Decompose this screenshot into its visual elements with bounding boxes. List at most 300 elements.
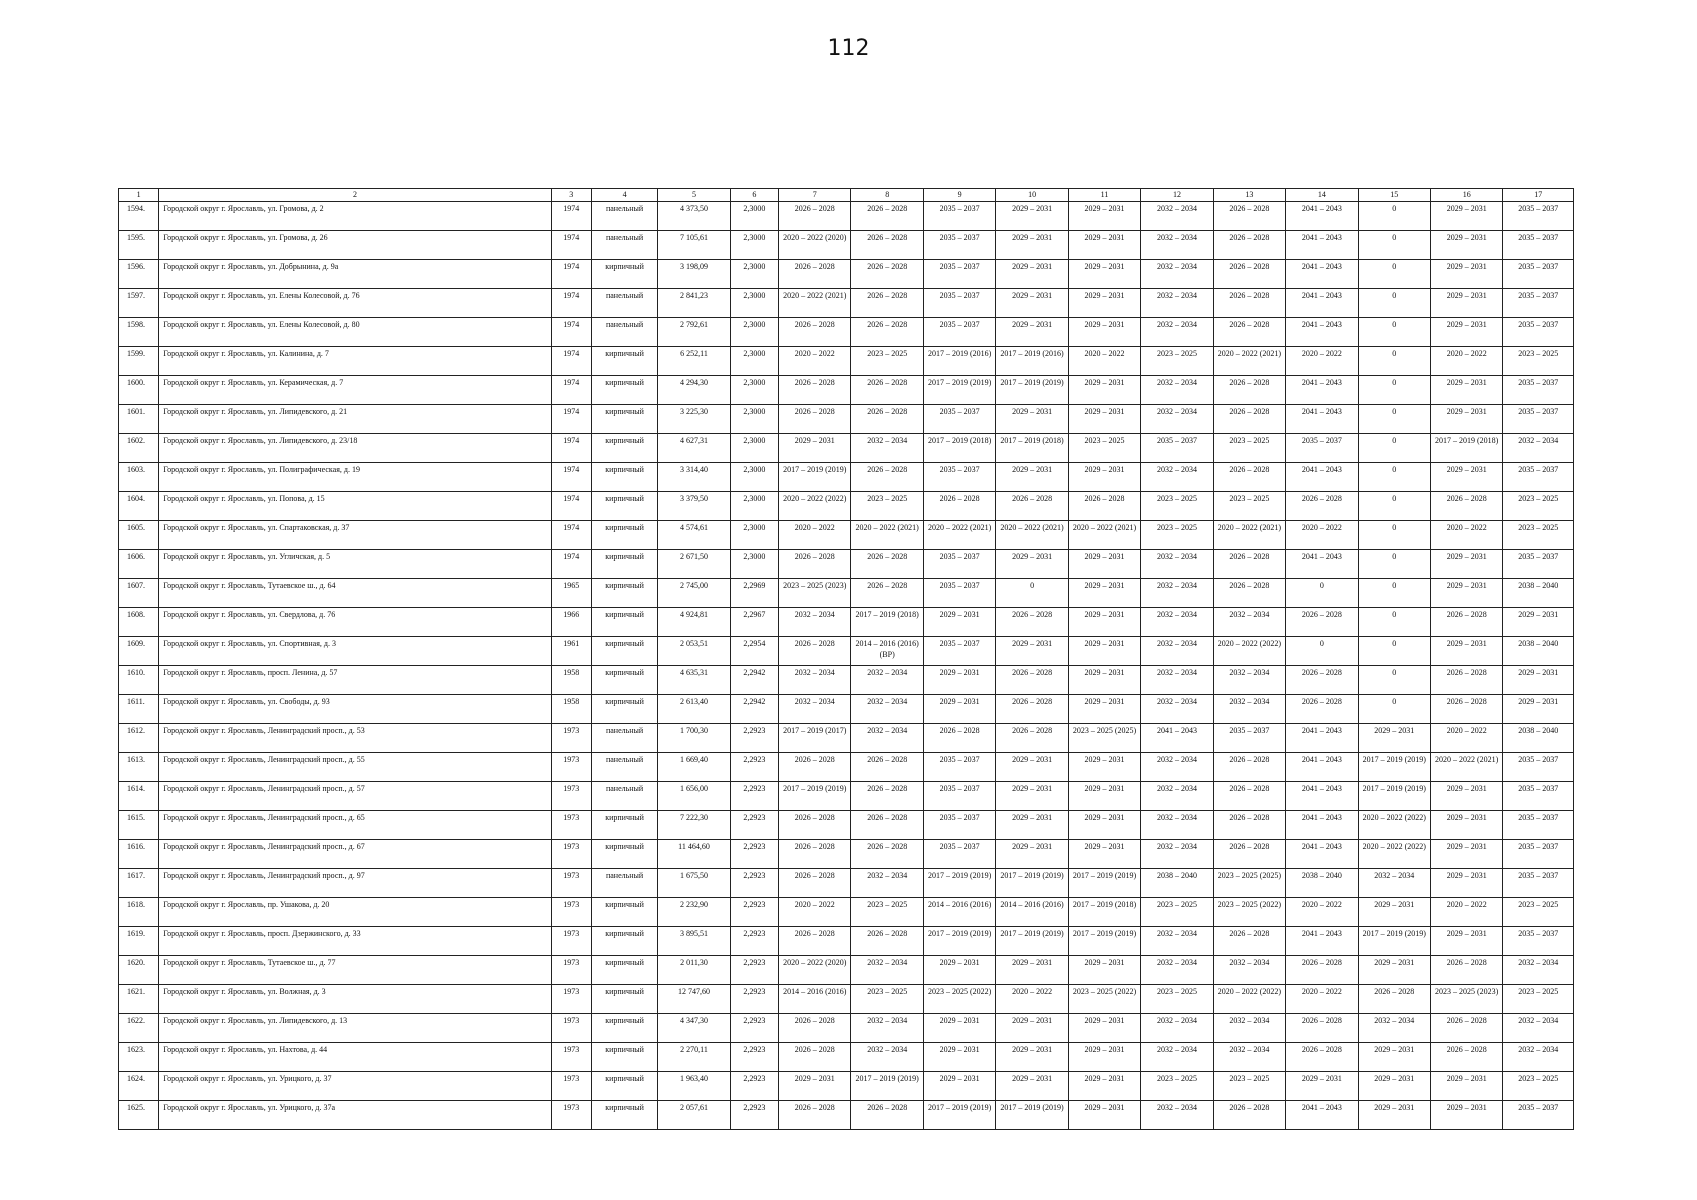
column-number-header: 2	[159, 189, 551, 202]
table-cell: 2029 – 2031	[923, 666, 995, 695]
table-cell: кирпичный	[591, 1043, 657, 1072]
table-cell: 2032 – 2034	[779, 666, 851, 695]
table-cell: кирпичный	[591, 347, 657, 376]
table-cell: 2 270,11	[658, 1043, 730, 1072]
table-cell: 1974	[551, 318, 591, 347]
table-cell: 2,3000	[730, 463, 778, 492]
table-cell: 2026 – 2028	[996, 666, 1068, 695]
table-cell: 2032 – 2034	[1358, 869, 1430, 898]
table-cell: 3 314,40	[658, 463, 730, 492]
table-cell: панельный	[591, 782, 657, 811]
table-cell: 2029 – 2031	[1358, 724, 1430, 753]
table-cell: 2029 – 2031	[996, 463, 1068, 492]
table-cell: 2026 – 2028	[779, 202, 851, 231]
table-cell: 2032 – 2034	[1213, 1014, 1285, 1043]
table-cell: 2035 – 2037	[923, 289, 995, 318]
table-cell: 2032 – 2034	[1141, 231, 1213, 260]
table-cell: 2023 – 2025 (2025)	[1213, 869, 1285, 898]
table-cell: 0	[1358, 434, 1430, 463]
table-cell: 2026 – 2028	[1286, 956, 1358, 985]
table-cell: 2,2923	[730, 927, 778, 956]
table-cell: 2035 – 2037	[923, 318, 995, 347]
table-cell: 2029 – 2031	[779, 434, 851, 463]
table-cell: 2041 – 2043	[1286, 405, 1358, 434]
table-cell: 2029 – 2031	[1503, 695, 1574, 724]
table-cell: 2029 – 2031	[1430, 231, 1502, 260]
table-cell: 0	[1358, 492, 1430, 521]
table-cell: 2026 – 2028	[1213, 782, 1285, 811]
table-cell: 0	[1358, 550, 1430, 579]
row-number-cell: 1615.	[119, 811, 159, 840]
table-row	[119, 231, 1574, 260]
address-cell: Городской округ г. Ярославль, ул. Липидевского, д. 21	[159, 405, 551, 434]
table-cell: 2029 – 2031	[1068, 956, 1140, 985]
table-cell: 2,3000	[730, 231, 778, 260]
table-cell: 1973	[551, 840, 591, 869]
table-row	[119, 405, 1574, 434]
table-cell: 2032 – 2034	[851, 1014, 923, 1043]
table-cell: 2029 – 2031	[1068, 840, 1140, 869]
table-cell: 1973	[551, 956, 591, 985]
row-number-cell: 1603.	[119, 463, 159, 492]
table-cell: 2041 – 2043	[1286, 1101, 1358, 1130]
address-cell: Городской округ г. Ярославль, ул. Елены Колесовой, д. 76	[159, 289, 551, 318]
table-cell: 2026 – 2028	[779, 1014, 851, 1043]
table-cell: 2029 – 2031	[1430, 637, 1502, 666]
table-cell: 1973	[551, 753, 591, 782]
table-row	[119, 347, 1574, 376]
table-row	[119, 985, 1574, 1014]
row-number-cell: 1620.	[119, 956, 159, 985]
table-cell: 4 924,81	[658, 608, 730, 637]
table-cell: 2020 – 2022	[1430, 898, 1502, 927]
table-cell: 2020 – 2022	[1430, 724, 1502, 753]
table-cell: 2032 – 2034	[1213, 608, 1285, 637]
table-cell: 2 792,61	[658, 318, 730, 347]
row-number-cell: 1607.	[119, 579, 159, 608]
table-cell: 2029 – 2031	[1430, 318, 1502, 347]
table-cell: 2032 – 2034	[1141, 1043, 1213, 1072]
table-cell: 2038 – 2040	[1503, 637, 1574, 666]
table-cell: 2023 – 2025 (2022)	[923, 985, 995, 1014]
table-cell: 2029 – 2031	[923, 956, 995, 985]
table-cell: 2017 – 2019 (2019)	[996, 1101, 1068, 1130]
table-cell: кирпичный	[591, 637, 657, 666]
table-cell: 2017 – 2019 (2019)	[996, 927, 1068, 956]
table-cell: 0	[1286, 579, 1358, 608]
table-cell: 2032 – 2034	[1141, 782, 1213, 811]
table-cell: 0	[1358, 289, 1430, 318]
table-cell: 2023 – 2025	[1141, 985, 1213, 1014]
table-cell: 1974	[551, 463, 591, 492]
table-cell: 2026 – 2028	[851, 463, 923, 492]
table-cell: 2023 – 2025 (2022)	[1213, 898, 1285, 927]
table-cell: 2026 – 2028	[779, 637, 851, 666]
table-row	[119, 666, 1574, 695]
table-cell: 2023 – 2025	[1503, 521, 1574, 550]
table-cell: 2020 – 2022 (2021)	[1068, 521, 1140, 550]
table-cell: 2029 – 2031	[996, 782, 1068, 811]
table-cell: 2035 – 2037	[1213, 724, 1285, 753]
table-row	[119, 463, 1574, 492]
table-cell: 2035 – 2037	[1503, 1101, 1574, 1130]
table-cell: 0	[1358, 231, 1430, 260]
address-cell: Городской округ г. Ярославль, просп. Дзержинского, д. 33	[159, 927, 551, 956]
table-cell: 2035 – 2037	[1503, 782, 1574, 811]
table-cell: 2029 – 2031	[1068, 782, 1140, 811]
table-cell: 2017 – 2019 (2016)	[996, 347, 1068, 376]
table-cell: 2032 – 2034	[1141, 376, 1213, 405]
table-cell: 2023 – 2025 (2023)	[1430, 985, 1502, 1014]
table-cell: панельный	[591, 724, 657, 753]
table-cell: 0	[1358, 579, 1430, 608]
table-cell: 2 613,40	[658, 695, 730, 724]
table-cell: кирпичный	[591, 898, 657, 927]
table-cell: 2023 – 2025	[1503, 985, 1574, 1014]
table-cell: 2020 – 2022 (2021)	[1430, 753, 1502, 782]
table-cell: 2026 – 2028	[779, 753, 851, 782]
table-cell: 2029 – 2031	[1068, 289, 1140, 318]
table-cell: 2020 – 2022 (2022)	[1213, 985, 1285, 1014]
table-cell: 0	[1358, 347, 1430, 376]
table-cell: 2029 – 2031	[996, 840, 1068, 869]
table-cell: 2029 – 2031	[996, 1014, 1068, 1043]
table-cell: 2029 – 2031	[996, 231, 1068, 260]
address-cell: Городской округ г. Ярославль, ул. Громова, д. 26	[159, 231, 551, 260]
table-cell: 2020 – 2022	[1430, 347, 1502, 376]
table-cell: 4 635,31	[658, 666, 730, 695]
row-number-cell: 1616.	[119, 840, 159, 869]
table-cell: 2029 – 2031	[923, 1014, 995, 1043]
table-cell: 2035 – 2037	[1503, 231, 1574, 260]
table-cell: 2017 – 2019 (2019)	[923, 1101, 995, 1130]
table-cell: 2026 – 2028	[996, 608, 1068, 637]
table-cell: 2017 – 2019 (2019)	[851, 1072, 923, 1101]
table-cell: 2032 – 2034	[1141, 260, 1213, 289]
table-cell: 2026 – 2028	[779, 376, 851, 405]
row-number-cell: 1595.	[119, 231, 159, 260]
address-cell: Городской округ г. Ярославль, ул. Угличская, д. 5	[159, 550, 551, 579]
table-cell: 1974	[551, 550, 591, 579]
table-cell: кирпичный	[591, 463, 657, 492]
address-cell: Городской округ г. Ярославль, ул. Громова, д. 2	[159, 202, 551, 231]
table-cell: 2023 – 2025	[1141, 521, 1213, 550]
table-cell: 2029 – 2031	[1068, 260, 1140, 289]
table-cell: 2017 – 2019 (2019)	[1358, 753, 1430, 782]
table-cell: 2026 – 2028	[851, 1101, 923, 1130]
table-cell: 1973	[551, 1014, 591, 1043]
table-cell: 2029 – 2031	[1286, 1072, 1358, 1101]
table-cell: 2032 – 2034	[1141, 579, 1213, 608]
table-cell: 6 252,11	[658, 347, 730, 376]
column-number-header: 5	[658, 189, 730, 202]
table-cell: 2026 – 2028	[1213, 405, 1285, 434]
table-cell: кирпичный	[591, 956, 657, 985]
table-cell: 2035 – 2037	[923, 637, 995, 666]
table-cell: 0	[1358, 695, 1430, 724]
table-cell: 2032 – 2034	[1141, 811, 1213, 840]
table-cell: 2017 – 2019 (2019)	[779, 463, 851, 492]
column-number-header: 11	[1068, 189, 1140, 202]
table-cell: 2023 – 2025	[1503, 347, 1574, 376]
table-cell: 2023 – 2025	[1503, 1072, 1574, 1101]
table-cell: 2020 – 2022 (2021)	[1213, 521, 1285, 550]
table-cell: 4 627,31	[658, 434, 730, 463]
table-cell: 2035 – 2037	[1286, 434, 1358, 463]
table-cell: 2026 – 2028	[851, 840, 923, 869]
table-cell: 2026 – 2028	[1213, 376, 1285, 405]
table-cell: 2032 – 2034	[1141, 840, 1213, 869]
table-cell: 2029 – 2031	[1430, 202, 1502, 231]
table-cell: 1974	[551, 376, 591, 405]
table-cell: 2032 – 2034	[851, 695, 923, 724]
table-cell: 2026 – 2028	[779, 550, 851, 579]
table-cell: 2026 – 2028	[779, 840, 851, 869]
table-cell: 2032 – 2034	[1503, 1014, 1574, 1043]
table-cell: 2029 – 2031	[1068, 202, 1140, 231]
table-cell: 1974	[551, 434, 591, 463]
table-cell: 2017 – 2019 (2019)	[1358, 927, 1430, 956]
table-cell: 2023 – 2025	[1503, 898, 1574, 927]
table-cell: 0	[1358, 521, 1430, 550]
table-cell: 2029 – 2031	[923, 1072, 995, 1101]
table-cell: 2029 – 2031	[1430, 869, 1502, 898]
row-number-cell: 1596.	[119, 260, 159, 289]
table-cell: 2029 – 2031	[1358, 1043, 1430, 1072]
table-cell: 2020 – 2022 (2021)	[923, 521, 995, 550]
table-cell: 2023 – 2025	[1213, 1072, 1285, 1101]
table-cell: 1958	[551, 695, 591, 724]
table-cell: 2023 – 2025	[1141, 898, 1213, 927]
table-cell: 1 700,30	[658, 724, 730, 753]
table-cell: 2041 – 2043	[1286, 811, 1358, 840]
table-cell: 1973	[551, 898, 591, 927]
column-number-header: 14	[1286, 189, 1358, 202]
row-number-cell: 1621.	[119, 985, 159, 1014]
table-cell: 2026 – 2028	[1286, 1043, 1358, 1072]
address-cell: Городской округ г. Ярославль, ул. Попова, д. 15	[159, 492, 551, 521]
table-cell: 2026 – 2028	[851, 376, 923, 405]
column-number-header: 10	[996, 189, 1068, 202]
table-cell: 4 373,50	[658, 202, 730, 231]
table-cell: 2026 – 2028	[1286, 608, 1358, 637]
table-cell: 2,2923	[730, 898, 778, 927]
table-cell: 1 963,40	[658, 1072, 730, 1101]
table-cell: 2026 – 2028	[851, 405, 923, 434]
table-cell: 2026 – 2028	[851, 753, 923, 782]
table-row	[119, 434, 1574, 463]
table-cell: 1973	[551, 724, 591, 753]
row-number-cell: 1610.	[119, 666, 159, 695]
table-cell: 2026 – 2028	[779, 260, 851, 289]
row-number-cell: 1605.	[119, 521, 159, 550]
table-cell: 1 656,00	[658, 782, 730, 811]
table-cell: 2026 – 2028	[851, 927, 923, 956]
table-cell: 2023 – 2025	[851, 347, 923, 376]
table-cell: 2029 – 2031	[1068, 1043, 1140, 1072]
table-cell: 2029 – 2031	[996, 753, 1068, 782]
table-cell: 2029 – 2031	[1068, 318, 1140, 347]
table-cell: 2,2923	[730, 1043, 778, 1072]
table-cell: 0	[1358, 318, 1430, 347]
table-cell: 2035 – 2037	[923, 231, 995, 260]
address-cell: Городской округ г. Ярославль, Тутаевское ш., д. 64	[159, 579, 551, 608]
row-number-cell: 1599.	[119, 347, 159, 376]
table-cell: кирпичный	[591, 927, 657, 956]
table-cell: 2029 – 2031	[1068, 637, 1140, 666]
table-cell: 2026 – 2028	[1068, 492, 1140, 521]
table-cell: кирпичный	[591, 579, 657, 608]
table-cell: 0	[1358, 637, 1430, 666]
table-cell: 2,2923	[730, 985, 778, 1014]
table-row	[119, 376, 1574, 405]
table-cell: 2026 – 2028	[779, 869, 851, 898]
table-cell: 2041 – 2043	[1286, 318, 1358, 347]
table-cell: 2026 – 2028	[1430, 608, 1502, 637]
table-cell: 2023 – 2025	[1141, 1072, 1213, 1101]
table-cell: 2029 – 2031	[923, 695, 995, 724]
table-cell: 1973	[551, 1072, 591, 1101]
table-cell: 2,3000	[730, 405, 778, 434]
table-cell: 2,2954	[730, 637, 778, 666]
table-cell: 2026 – 2028	[779, 405, 851, 434]
table-cell: 2029 – 2031	[1430, 376, 1502, 405]
table-cell: 2032 – 2034	[1141, 1014, 1213, 1043]
table-cell: 1973	[551, 985, 591, 1014]
table-cell: 2029 – 2031	[1068, 811, 1140, 840]
row-number-cell: 1612.	[119, 724, 159, 753]
table-cell: 2041 – 2043	[1141, 724, 1213, 753]
row-number-cell: 1624.	[119, 1072, 159, 1101]
column-number-header: 7	[779, 189, 851, 202]
table-cell: 2041 – 2043	[1286, 927, 1358, 956]
table-cell: 2026 – 2028	[779, 811, 851, 840]
table-cell: 2035 – 2037	[1503, 289, 1574, 318]
table-cell: 2023 – 2025	[1213, 492, 1285, 521]
table-cell: 2029 – 2031	[996, 637, 1068, 666]
table-cell: кирпичный	[591, 695, 657, 724]
table-cell: 1974	[551, 202, 591, 231]
table-cell: 2029 – 2031	[1503, 608, 1574, 637]
table-cell: 2026 – 2028	[779, 1043, 851, 1072]
table-cell: 1966	[551, 608, 591, 637]
table-cell: 2026 – 2028	[1213, 753, 1285, 782]
table-cell: 2026 – 2028	[1213, 260, 1285, 289]
table-cell: 2020 – 2022 (2022)	[779, 492, 851, 521]
table-cell: 2023 – 2025	[1213, 434, 1285, 463]
table-cell: 2017 – 2019 (2019)	[996, 869, 1068, 898]
table-cell: 3 379,50	[658, 492, 730, 521]
table-cell: 2017 – 2019 (2018)	[1068, 898, 1140, 927]
table-cell: 2029 – 2031	[923, 608, 995, 637]
table-cell: 2026 – 2028	[851, 289, 923, 318]
table-cell: 2026 – 2028	[851, 231, 923, 260]
table-row	[119, 956, 1574, 985]
table-cell: 2035 – 2037	[1141, 434, 1213, 463]
table-cell: 0	[1358, 608, 1430, 637]
table-cell: 2035 – 2037	[1503, 811, 1574, 840]
table-cell: 2017 – 2019 (2019)	[923, 376, 995, 405]
table-cell: 2035 – 2037	[1503, 202, 1574, 231]
table-cell: 3 895,51	[658, 927, 730, 956]
table-cell: 2041 – 2043	[1286, 202, 1358, 231]
table-cell: 2017 – 2019 (2019)	[1068, 927, 1140, 956]
table-cell: 2017 – 2019 (2019)	[923, 927, 995, 956]
table-cell: 2017 – 2019 (2019)	[923, 869, 995, 898]
address-cell: Городской округ г. Ярославль, просп. Ленина, д. 57	[159, 666, 551, 695]
table-cell: 1974	[551, 521, 591, 550]
table-cell: 2029 – 2031	[1430, 840, 1502, 869]
table-cell: 2032 – 2034	[851, 1043, 923, 1072]
address-cell: Городской округ г. Ярославль, ул. Липидевского, д. 13	[159, 1014, 551, 1043]
table-cell: 2020 – 2022 (2022)	[1213, 637, 1285, 666]
row-number-cell: 1617.	[119, 869, 159, 898]
table-cell: 2029 – 2031	[1068, 550, 1140, 579]
table-cell: 4 347,30	[658, 1014, 730, 1043]
table-cell: 2032 – 2034	[1141, 956, 1213, 985]
table-cell: 2020 – 2022 (2021)	[851, 521, 923, 550]
column-number-header: 6	[730, 189, 778, 202]
table-row	[119, 695, 1574, 724]
table-cell: 2041 – 2043	[1286, 376, 1358, 405]
table-cell: панельный	[591, 318, 657, 347]
table-cell: 2029 – 2031	[1430, 1101, 1502, 1130]
row-number-cell: 1622.	[119, 1014, 159, 1043]
row-number-cell: 1608.	[119, 608, 159, 637]
table-cell: 2029 – 2031	[1068, 1072, 1140, 1101]
table-row	[119, 1072, 1574, 1101]
table-cell: кирпичный	[591, 376, 657, 405]
table-cell: 2 232,90	[658, 898, 730, 927]
table-row	[119, 840, 1574, 869]
table-cell: 2029 – 2031	[1358, 1072, 1430, 1101]
table-cell: 2026 – 2028	[1430, 1043, 1502, 1072]
table-cell: 2026 – 2028	[1213, 550, 1285, 579]
table-cell: 1973	[551, 869, 591, 898]
table-cell: 2020 – 2022 (2021)	[996, 521, 1068, 550]
table-cell: 2017 – 2019 (2018)	[1430, 434, 1502, 463]
table-cell: 2026 – 2028	[1213, 811, 1285, 840]
row-number-cell: 1623.	[119, 1043, 159, 1072]
table-cell: 2 841,23	[658, 289, 730, 318]
table-cell: 2038 – 2040	[1286, 869, 1358, 898]
table-cell: 2023 – 2025 (2022)	[1068, 985, 1140, 1014]
address-cell: Городской округ г. Ярославль, ул. Свободы, д. 93	[159, 695, 551, 724]
address-cell: Городской округ г. Ярославль, ул. Свердлова, д. 76	[159, 608, 551, 637]
table-cell: 2026 – 2028	[1213, 318, 1285, 347]
table-cell: 1 669,40	[658, 753, 730, 782]
table-cell: 2026 – 2028	[1213, 463, 1285, 492]
table-cell: 2029 – 2031	[996, 289, 1068, 318]
address-cell: Городской округ г. Ярославль, ул. Урицкого, д. 37а	[159, 1101, 551, 1130]
table-cell: 2,3000	[730, 521, 778, 550]
table-cell: 2023 – 2025	[1503, 492, 1574, 521]
table-cell: кирпичный	[591, 811, 657, 840]
table-cell: 2020 – 2022 (2020)	[779, 956, 851, 985]
row-number-cell: 1619.	[119, 927, 159, 956]
table-cell: 2026 – 2028	[1430, 492, 1502, 521]
table-cell: 0	[1358, 405, 1430, 434]
table-cell: 2026 – 2028	[1286, 695, 1358, 724]
address-cell: Городской округ г. Ярославль, ул. Керамическая, д. 7	[159, 376, 551, 405]
table-cell: 4 294,30	[658, 376, 730, 405]
table-cell: панельный	[591, 202, 657, 231]
table-cell: 2029 – 2031	[996, 1072, 1068, 1101]
table-cell: 2032 – 2034	[1141, 608, 1213, 637]
table-cell: 2029 – 2031	[1430, 927, 1502, 956]
table-cell: 2026 – 2028	[996, 695, 1068, 724]
table-cell: 2026 – 2028	[1286, 666, 1358, 695]
